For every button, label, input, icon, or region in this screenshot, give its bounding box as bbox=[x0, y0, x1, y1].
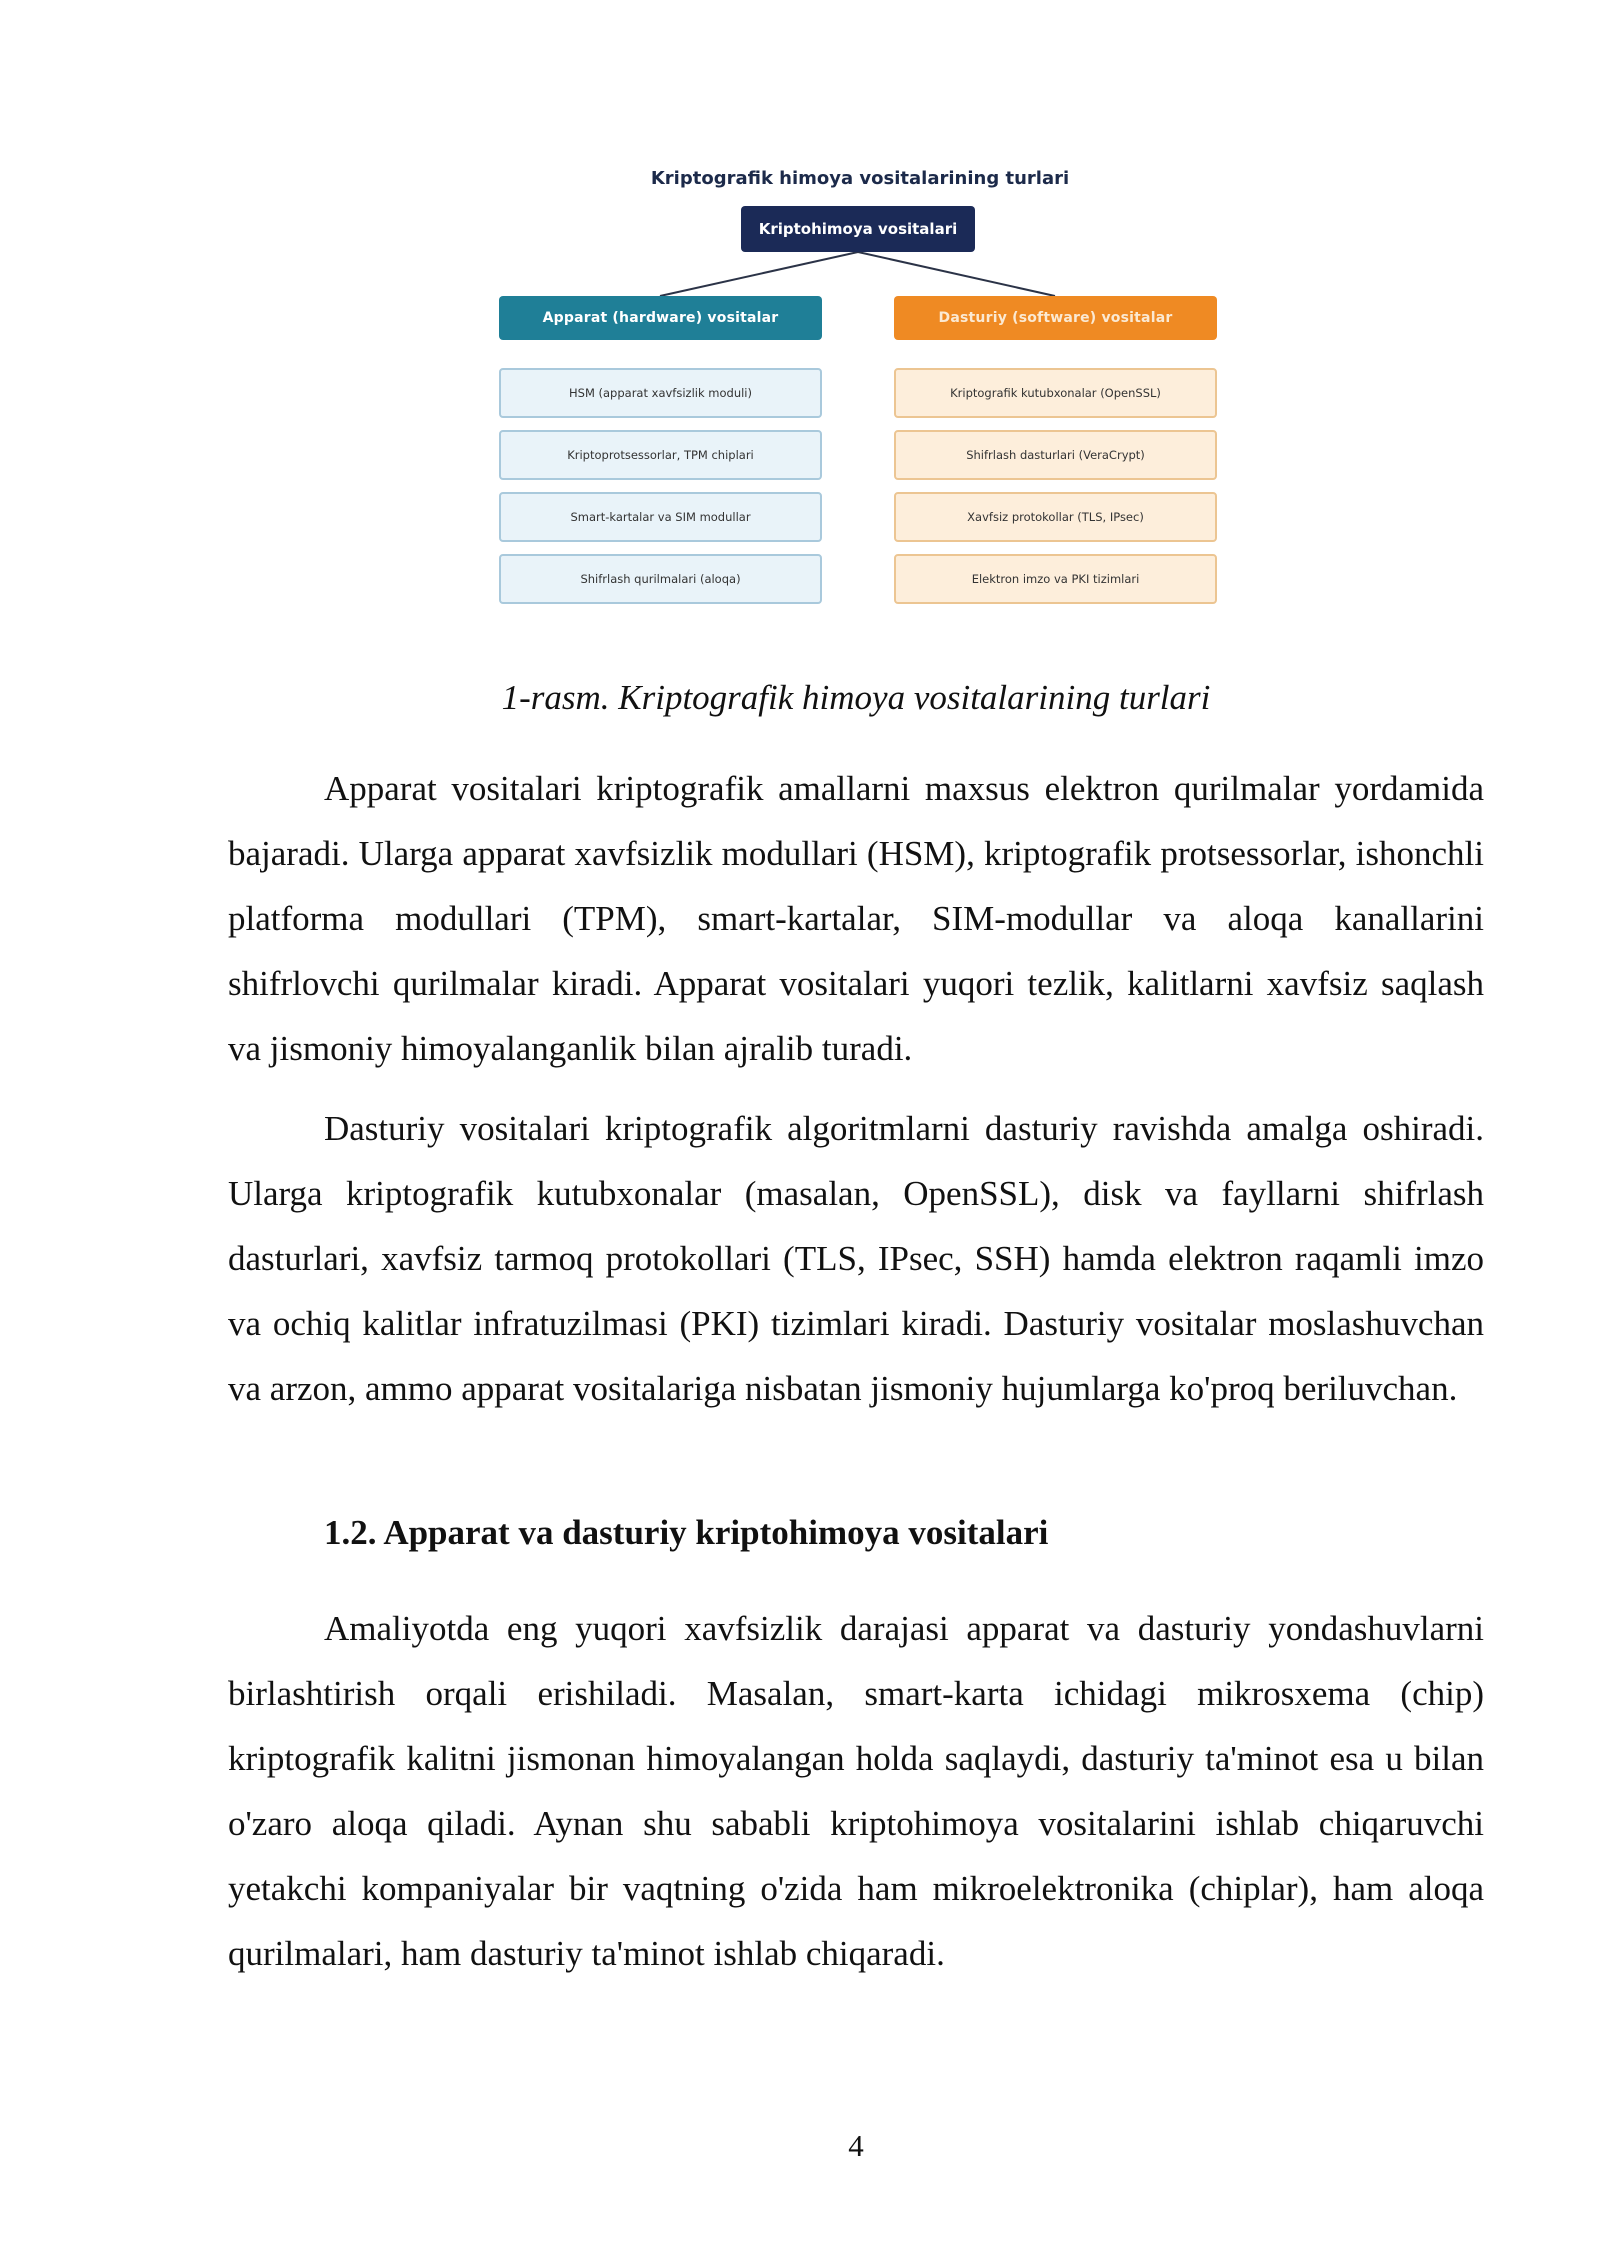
diagram-title: Kriptografik himoya vositalarining turlari bbox=[650, 168, 1070, 189]
connector-root-hardware bbox=[660, 252, 858, 296]
section-heading: 1.2. Apparat va dasturiy kriptohimoya vositalari bbox=[324, 1513, 1049, 1552]
software-item-pki-systems: Elektron imzo va PKI tizimlari bbox=[894, 554, 1217, 604]
hardware-item-smartcards: Smart-kartalar va SIM modullar bbox=[499, 492, 822, 542]
paragraph-combined: Amaliyotda eng yuqori xavfsizlik darajasi apparat va dasturiy yondashuvlarni birlashtirish orqali erishiladi. Masalan, smart-karta ichidagi mikrosxema (chip) kriptografik kalitni jismonan himoyalangan holda saqlaydi, dasturiy ta'minot esa u bilan o'zaro aloqa qiladi. Aynan shu sababli kriptohimoya vositalarini ishlab chiqaruvchi yetakchi kompaniyalar bir vaqtning o'zida ham mikroelektronika (chiplar), ham aloqa qurilmalari, ham dasturiy ta'minot ishlab chiqaradi. bbox=[228, 1609, 1484, 1973]
figure-caption: 1-rasm. Kriptografik himoya vositalarining turlari bbox=[501, 678, 1211, 717]
software-item-crypto-libraries: Kriptografik kutubxonalar (OpenSSL) bbox=[894, 368, 1217, 418]
hardware-item-hsm: HSM (apparat xavfsizlik moduli) bbox=[499, 368, 822, 418]
paragraph-software: Dasturiy vositalari kriptografik algoritmlarni dasturiy ravishda amalga oshiradi. Ularga kriptografik kutubxonalar (masalan, OpenSSL), disk va fayllarni shifrlash dasturlari, xavfsiz tarmoq protokollari (TLS, IPsec, SSH) hamda elektron raqamli imzo va ochiq kalitlar infratuzilmasi (PKI) tizimlari kiradi. Dasturiy vositalar moslashuvchan va arzon, ammo apparat vositalariga nisbatan jismoniy hujumlarga ko'proq beriluvchan. bbox=[228, 1109, 1484, 1408]
hardware-item-cryptoprocessors: Kriptoprotsessorlar, TPM chiplari bbox=[499, 430, 822, 480]
crypto-tools-diagram bbox=[480, 160, 1240, 620]
connector-root-software bbox=[858, 252, 1055, 296]
software-category-node: Dasturiy (software) vositalar bbox=[894, 296, 1217, 340]
root-node: Kriptohimoya vositalari bbox=[741, 206, 975, 252]
software-item-secure-protocols: Xavfsiz protokollar (TLS, IPsec) bbox=[894, 492, 1217, 542]
hardware-category-node: Apparat (hardware) vositalar bbox=[499, 296, 822, 340]
hardware-item-encryption-devices: Shifrlash qurilmalari (aloqa) bbox=[499, 554, 822, 604]
paragraph-hardware: Apparat vositalari kriptografik amallarni maxsus elektron qurilmalar yordamida bajaradi. Ularga apparat xavfsizlik modullari (HSM), kriptografik protsessorlar, ishonchli platforma modullari (TPM), smart-kartalar, SIM-modullar va aloqa kanallarini shifrlovchi qurilmalar kiradi. Apparat vositalari yuqori tezlik, kalitlarni xavfsiz saqlash va jismoniy himoyalanganlik bilan ajralib turadi. bbox=[228, 769, 1484, 1068]
page-number: 4 bbox=[848, 2128, 864, 2163]
software-item-encryption-programs: Shifrlash dasturlari (VeraCrypt) bbox=[894, 430, 1217, 480]
